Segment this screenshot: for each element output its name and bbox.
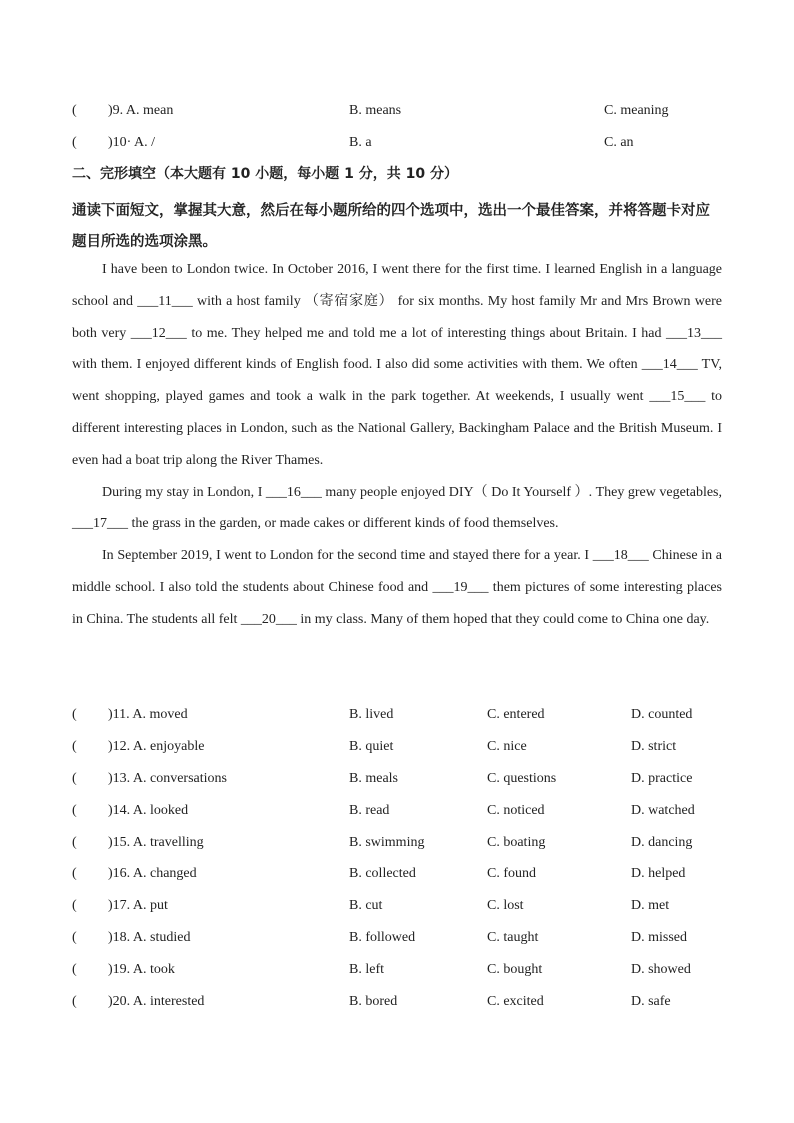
option-a: )17. A. put [108, 898, 168, 913]
option-b: B. cut [349, 898, 383, 913]
option-c: C. excited [487, 994, 544, 1009]
option-d: D. safe [631, 994, 671, 1009]
option-c: C. bought [487, 962, 543, 977]
answer-paren: ( [72, 835, 77, 850]
option-c: C. questions [487, 771, 557, 786]
answer-paren: ( [72, 707, 77, 722]
answer-paren: ( [72, 135, 77, 150]
option-a: )19. A. took [108, 962, 175, 977]
option-b: B. lived [349, 707, 394, 722]
option-d: D. helped [631, 866, 686, 881]
question-row [72, 960, 732, 980]
option-a: )15. A. travelling [108, 835, 204, 850]
option-c: C. nice [487, 739, 527, 754]
option-d: D. strict [631, 739, 677, 754]
option-a: )14. A. looked [108, 803, 189, 818]
option-b: B. collected [349, 866, 416, 881]
question-row [72, 101, 732, 121]
option-d: D. showed [631, 962, 691, 977]
option-a: )11. A. moved [108, 707, 188, 722]
answer-paren: ( [72, 866, 77, 881]
passage-paragraph: I have been to London twice. In October 2016, I went there for the first time. I learned English in a language school and ___11___ with a host family （寄宿家庭） for six months. My host family Mr and Mrs Brown were both very ___12___ to me. They helped me and told me a lot of interesting things about Britain. I had ___13___ with them. I enjoyed different kinds of English food. I also did some activities with them. We often ___14___ TV, went shopping, played games and took a walk in the park together. At weekends, I usually went ___15___ to different interesting places in London, such as the National Gallery, Backingham Palace and the British Museum. I even had a boat trip along the River Thames. [72, 262, 722, 468]
option-c: C. lost [487, 898, 524, 913]
option-d: D. counted [631, 707, 693, 722]
option-a: )13. A. conversations [108, 771, 227, 786]
question-row [72, 737, 732, 757]
passage-paragraph: In September 2019, I went to London for the second time and stayed there for a year. I ___18___ Chinese in a middle school. I also told the students about Chinese food and ___19___ them pictures of some interesting places in China. The students all felt ___20___ in my class. Many of them hoped that they could come to China one day. [72, 548, 722, 627]
question-row [72, 705, 732, 725]
option-b: B. bored [349, 994, 398, 1009]
question-row [72, 769, 732, 789]
option-d: D. practice [631, 771, 693, 786]
answer-paren: ( [72, 739, 77, 754]
cloze-passage [72, 254, 722, 636]
answer-paren: ( [72, 103, 77, 118]
option-c: C. entered [487, 707, 545, 722]
option-d: D. met [631, 898, 670, 913]
option-a: )10· A. / [108, 135, 156, 150]
option-d: D. dancing [631, 835, 693, 850]
question-row [72, 133, 732, 153]
answer-paren: ( [72, 898, 77, 913]
question-row [72, 864, 732, 884]
option-c: C. taught [487, 930, 539, 945]
option-c: C. boating [487, 835, 546, 850]
option-b: B. quiet [349, 739, 394, 754]
question-row [72, 896, 732, 916]
question-row [72, 992, 732, 1012]
option-d: D. watched [631, 803, 695, 818]
option-c: C. found [487, 866, 536, 881]
question-row [72, 833, 732, 853]
answer-paren: ( [72, 930, 77, 945]
option-b: B. left [349, 962, 384, 977]
passage-paragraph: During my stay in London, I ___16___ many people enjoyed DIY（ Do It Yourself ）. They grew vegetables, ___17___ the grass in the garden, or made cakes or different kinds of food themselves. [72, 484, 722, 532]
option-a: )20. A. interested [108, 994, 205, 1009]
option-c: C. an [604, 135, 634, 150]
option-a: )18. A. studied [108, 930, 191, 945]
option-d: D. missed [631, 930, 687, 945]
option-b: B. meals [349, 771, 398, 786]
answer-paren: ( [72, 994, 77, 1009]
option-b: B. means [349, 103, 402, 118]
question-row [72, 801, 732, 821]
option-b: B. a [349, 135, 372, 150]
option-b: B. swimming [349, 835, 425, 850]
option-c: C. meaning [604, 103, 669, 118]
option-c: C. noticed [487, 803, 545, 818]
answer-paren: ( [72, 771, 77, 786]
section-instruction: 通读下面短文，掌握其大意，然后在每小题所给的四个选项中，选出一个最佳答案，并将答题卡对应题目所选的选项涂黑。 [72, 203, 710, 250]
option-a: )12. A. enjoyable [108, 739, 205, 754]
option-b: B. followed [349, 930, 416, 945]
answer-paren: ( [72, 962, 77, 977]
section-heading: 二、完形填空（本大题有 10 小题，每小题 1 分，共 10 分） [72, 166, 458, 182]
option-a: )9. A. mean [108, 103, 174, 118]
question-row [72, 928, 732, 948]
answer-paren: ( [72, 803, 77, 818]
option-b: B. read [349, 803, 390, 818]
option-a: )16. A. changed [108, 866, 197, 881]
